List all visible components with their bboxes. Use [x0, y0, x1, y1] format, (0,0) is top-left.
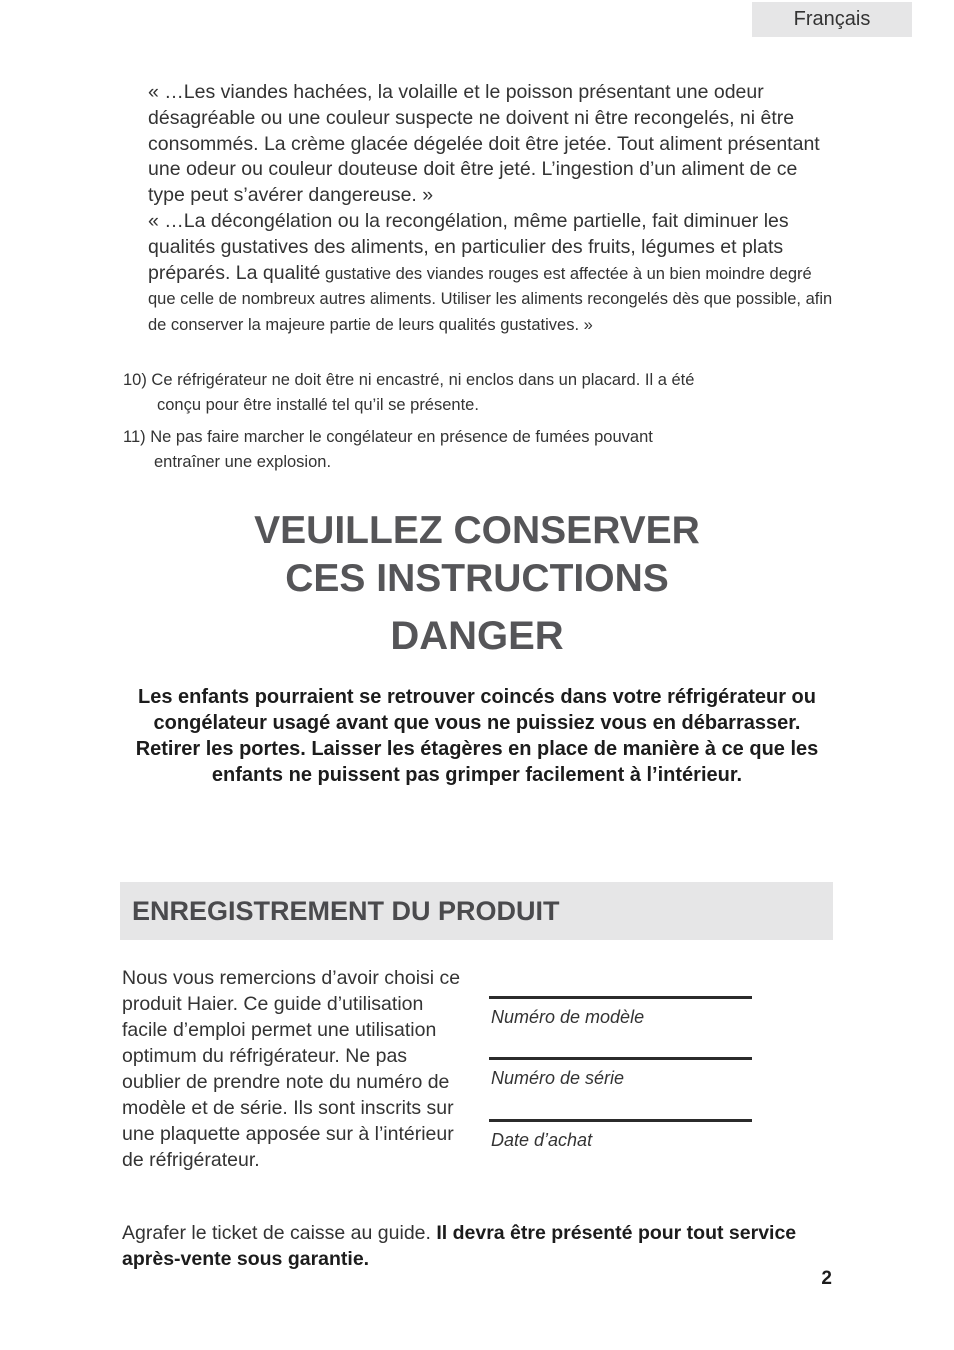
heading-keep-instructions-line-1: VEUILLEZ CONSERVER [254, 509, 700, 552]
receipt-instruction-text: Agrafer le ticket de caisse au guide. [122, 1222, 437, 1244]
quote-paragraph-2 [148, 209, 838, 338]
heading-danger: DANGER [390, 614, 564, 658]
list-item-11 [123, 425, 843, 474]
registration-intro: Nous vous remercions d’avoir choisi ce produit Haier. Ce guide d’utilisation facile d’emploi permet une utilisation optimum du réfrigérateur. Ne pas oublier de prendre note du numéro de modèle et de série. Ils sont inscrits sur une plaquette apposée sur à l’intérieur de réfrigérateur. [122, 967, 461, 1171]
language-tab: Français [752, 2, 912, 37]
field-label: Numéro de modèle [491, 1007, 645, 1027]
list-item-line: 11) Ne pas faire marcher le congélateur en présence de fumées pouvant [123, 428, 653, 446]
field-line [489, 1119, 752, 1122]
page-number: 2 [821, 1268, 832, 1289]
serial-number-field[interactable] [489, 1057, 752, 1089]
receipt-instruction-bold: Il devra être présenté pour tout service après-vente sous garantie. [122, 1222, 797, 1270]
list-item-continuation: conçu pour être installé tel qu’il se présente. [157, 395, 479, 414]
field-label: Numéro de série [491, 1068, 625, 1088]
field-line [489, 996, 752, 999]
field-line [489, 1057, 752, 1060]
quote-paragraph-2-small: gustative des viandes rouges est affectée à un bien moindre degré que celle de nombreux autres aliments. Utiliser les aliments recongelés dès que possible, afin de conserver la majeure partie de leurs qualités gustatives. » [148, 264, 833, 335]
quote-block [148, 80, 838, 338]
danger-warning-text: Les enfants pourraient se retrouver coincés dans votre réfrigérateur ou congélateur usagé avant que vous ne puissiez vous en débarrasser. Retirer les portes. Laisser les étagères en place de manière à ce que les enfants ne puissent pas grimper facilement à l’intérieur. [135, 686, 819, 786]
section-header-registration [120, 882, 833, 940]
heading-keep-instructions-line-2: CES INSTRUCTIONS [285, 557, 669, 600]
quote-paragraph-1: « …Les viandes hachées, la volaille et le poisson présentant une odeur désagréable ou une couleur suspecte ne doivent ni être recongelés, ni être consommés. La crème glacée dégelée doit être jetée. Tout aliment présentant une odeur ou couleur douteuse doit être jeté. L’ingestion d’un aliment de ce type peut s’avérer dangereuse. » [148, 81, 820, 207]
field-label: Date d’achat [491, 1130, 593, 1150]
receipt-instruction [122, 1220, 834, 1272]
list-item-10 [123, 368, 843, 417]
model-number-field[interactable] [489, 996, 752, 1028]
section-title: ENREGISTREMENT DU PRODUIT [132, 895, 560, 926]
purchase-date-field[interactable] [489, 1119, 752, 1151]
list-item-continuation: entraîner une explosion. [154, 452, 332, 471]
list-item-line: 10) Ce réfrigérateur ne doit être ni encastré, ni enclos dans un placard. Il a été [123, 371, 695, 389]
quote-paragraph-2-main: « …La décongélation ou la recongélation, même partielle, fait diminuer les qualités gustatives des aliments, en particulier des fruits, légumes et plats préparés. La qualité [148, 209, 789, 284]
